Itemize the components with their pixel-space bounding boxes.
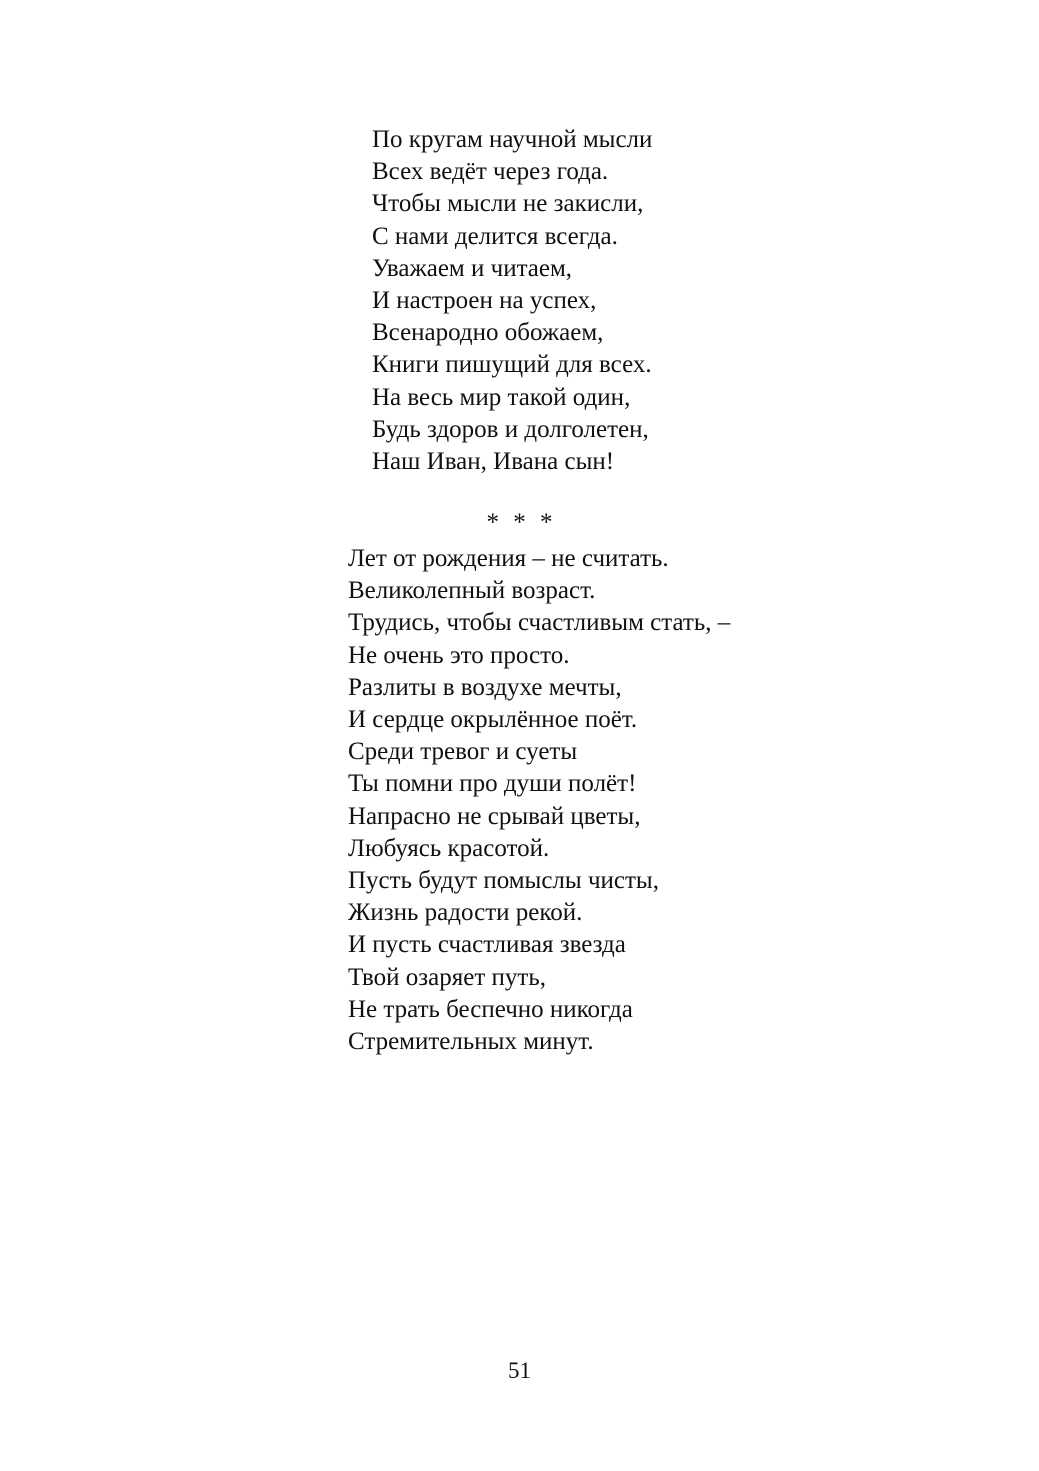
poem-line: Трудись, чтобы счастливым стать, –: [348, 609, 731, 637]
poem-line: И пусть счастливая звезда: [348, 931, 626, 959]
poem-line: Наш Иван, Ивана сын!: [372, 448, 615, 476]
poem-line: С нами делится всегда.: [372, 222, 618, 250]
poem-line: Разлиты в воздухе мечты,: [348, 673, 622, 701]
poem-line: Книги пишущий для всех.: [372, 351, 652, 379]
poem-line: Лет от рождения – не считать.: [348, 545, 669, 572]
poem-line: Не очень это просто.: [348, 641, 570, 669]
poem-line: Напрасно не срывай цветы,: [348, 802, 641, 830]
poem-line: Будь здоров и долголетен,: [372, 415, 649, 443]
poem-stanza-2: [348, 543, 730, 1058]
poem-line: Любуясь красотой.: [348, 834, 550, 862]
poem-line: По кругам научной мысли: [372, 126, 653, 153]
poem-line: Твой озаряет путь,: [348, 963, 546, 991]
page-number: 51: [508, 1358, 531, 1383]
poem-line: Жизнь радости рекой.: [348, 899, 583, 927]
poem-line: Ты помни про души полёт!: [348, 770, 637, 798]
poem-line: Всех ведёт через года.: [372, 158, 609, 186]
poem-line: На весь мир такой один,: [372, 383, 631, 411]
poem-line: И сердце окрылённое поёт.: [348, 706, 638, 734]
poem-line: Пусть будут помыслы чисты,: [348, 867, 659, 895]
poem-line: Среди тревог и суеты: [348, 738, 578, 766]
section-separator: * * *: [486, 509, 557, 536]
poem-line: Всенародно обожаем,: [372, 319, 604, 347]
poem-line: Уважаем и читаем,: [372, 254, 573, 282]
poem-line: Стремительных минут.: [348, 1028, 594, 1056]
poem-line: Великолепный возраст.: [348, 577, 596, 605]
poem-line: И настроен на успех,: [372, 287, 597, 315]
poem-line: Чтобы мысли не закисли,: [372, 190, 644, 218]
poem-stanza-1: [372, 124, 652, 478]
poem-line: Не трать беспечно никогда: [348, 995, 633, 1023]
